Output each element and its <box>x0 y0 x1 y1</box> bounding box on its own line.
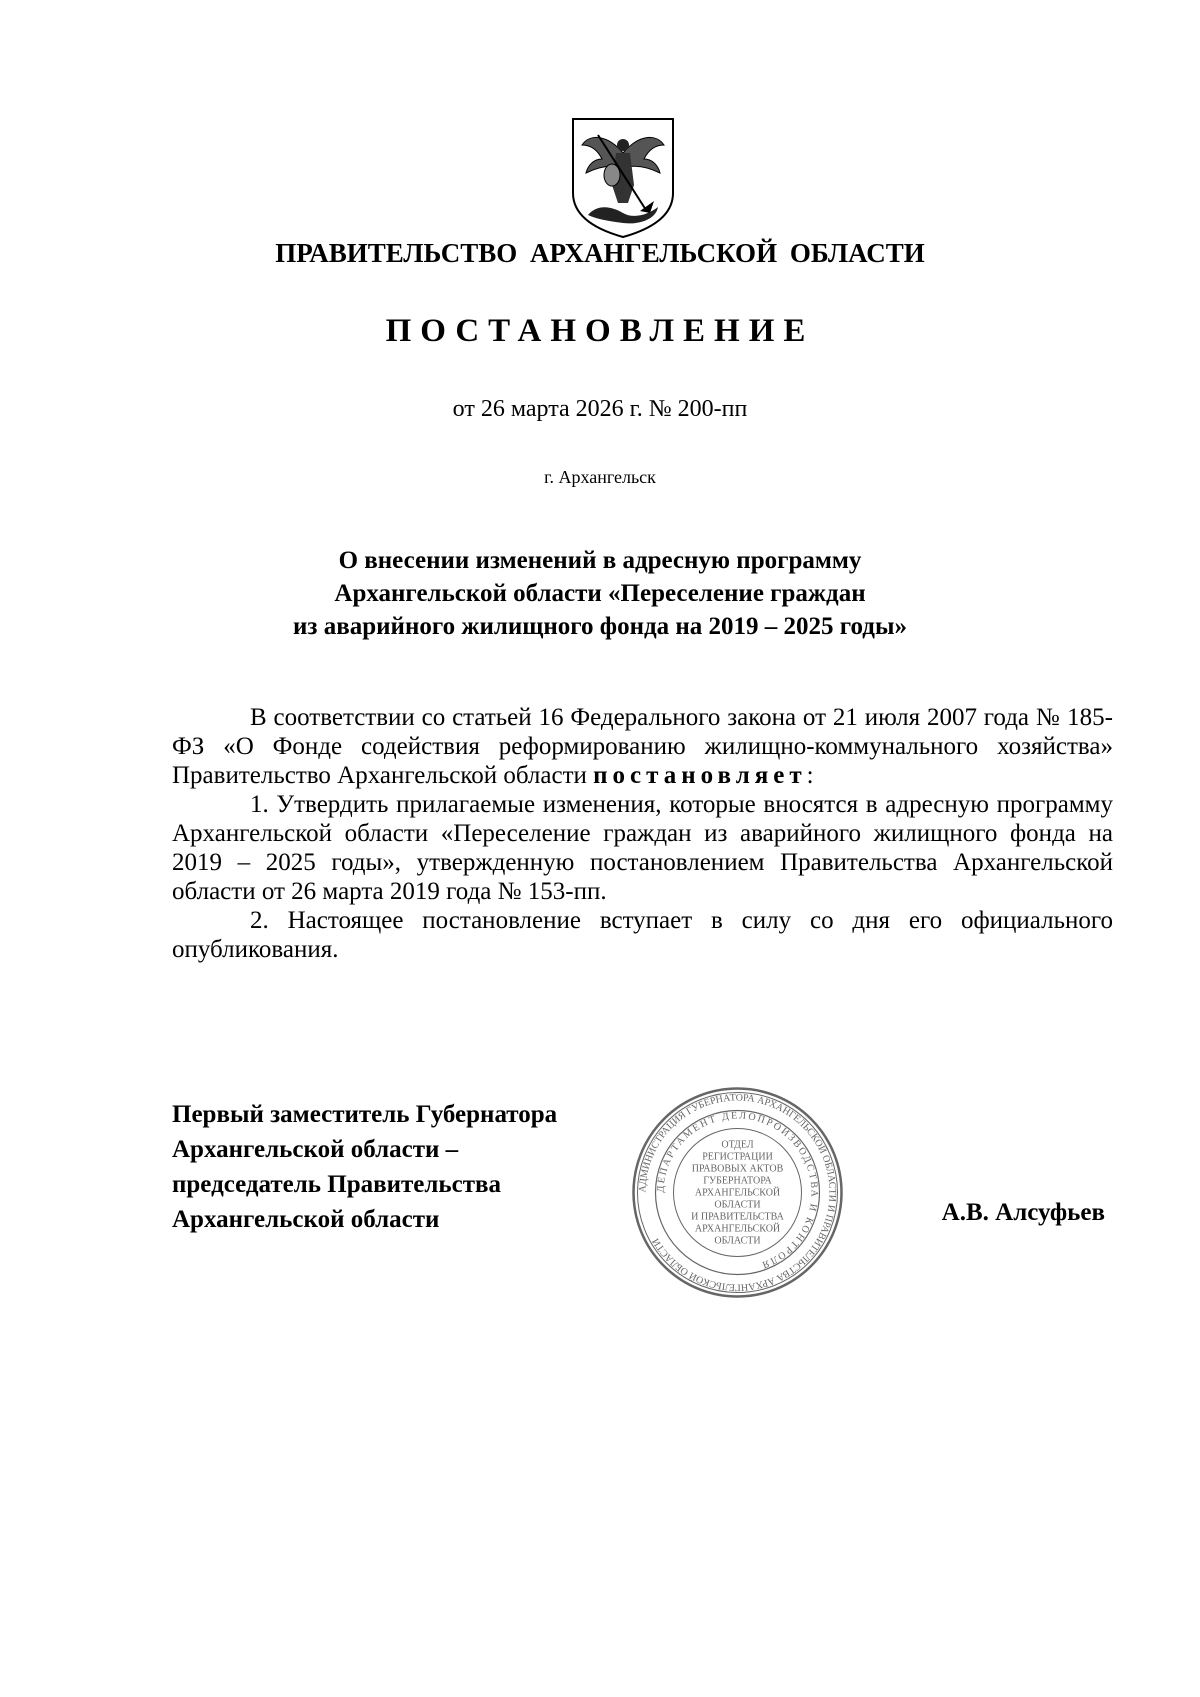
signer-title-line: Архангельской области <box>172 1206 440 1233</box>
document-title-line: Архангельской области «Переселение граждан <box>334 580 866 607</box>
document-body <box>172 703 1113 964</box>
stamp-outer-ring-text: АДМИНИСТРАЦИЯ ГУБЕРНАТОРА АРХАНГЕЛЬСКОЙ ОБЛАСТИ И ПРАВИТЕЛЬСТВА АРХАНГЕЛЬСКОЙ ОБЛАСТИ <box>637 1092 838 1293</box>
document-title-line: из аварийного жилищного фонда на 2019 – 2025 годы» <box>293 613 907 640</box>
stamp-center-line: РЕГИСТРАЦИИ <box>702 1151 773 1163</box>
stamp-center-line: ПРАВОВЫХ АКТОВ <box>691 1163 784 1175</box>
stamp-center-line: ОТДЕЛ <box>721 1139 754 1151</box>
document-title <box>0 544 1200 643</box>
resolves-word: постановляет <box>593 762 807 789</box>
signer-title-line: Архангельской области – <box>172 1136 459 1163</box>
official-stamp <box>630 1085 845 1300</box>
stamp-center-line: И ПРАВИТЕЛЬСТВА <box>691 1211 784 1223</box>
body-intro-text: В соответствии со статьей 16 Федерального закона от 21 июля 2007 года № 185-ФЗ «О Фонде содействия реформированию жилищно-коммунального хозяйства» Правительство Архангельской области <box>172 704 1113 789</box>
document-type: ПОСТАНОВЛЕНИЕ <box>385 313 815 349</box>
stamp-inner-ring-text: ДЕПАРТАМЕНТ ДЕЛОПРОИЗВОДСТВА И КОНТРОЛЯ <box>655 1110 820 1271</box>
body-item-1: 1. Утвердить прилагаемые изменения, которые вносятся в адресную программу Архангельской области «Переселение граждан из аварийного жилищного фонда на 2019 – 2025 годы», утвержденную постановлением Правительства Архангельской области от 26 марта 2019 года № 153-пп. <box>172 791 1113 905</box>
body-intro-paragraph <box>172 703 1113 790</box>
government-name: ПРАВИТЕЛЬСТВО АРХАНГЕЛЬСКОЙ ОБЛАСТИ <box>275 238 925 268</box>
stamp-center-line: ОБЛАСТИ <box>714 1235 761 1247</box>
stamp-center-line: АРХАНГЕЛЬСКОЙ <box>694 1187 781 1199</box>
stamp-center-line: ОБЛАСТИ <box>714 1199 761 1211</box>
body-item-2: 2. Настоящее постановление вступает в силу со дня его официального опубликования. <box>172 907 1113 963</box>
document-date-number: от 26 марта 2026 г. № 200-пп <box>452 396 748 422</box>
signer-title-line: председатель Правительства <box>172 1171 502 1198</box>
signer-name: А.В. Алсуфьев <box>941 1199 1105 1226</box>
document-city: г. Архангельск <box>544 467 656 487</box>
stamp-center-line: ГУБЕРНАТОРА <box>703 1175 772 1187</box>
coat-of-arms-emblem <box>568 115 678 240</box>
signer-title <box>172 1097 557 1237</box>
document-title-line: О внесении изменений в адресную программу <box>338 547 862 574</box>
intro-colon: : <box>806 762 814 789</box>
stamp-center-line: АРХАНГЕЛЬСКОЙ <box>694 1223 781 1235</box>
signer-title-line: Первый заместитель Губернатора <box>172 1101 558 1128</box>
